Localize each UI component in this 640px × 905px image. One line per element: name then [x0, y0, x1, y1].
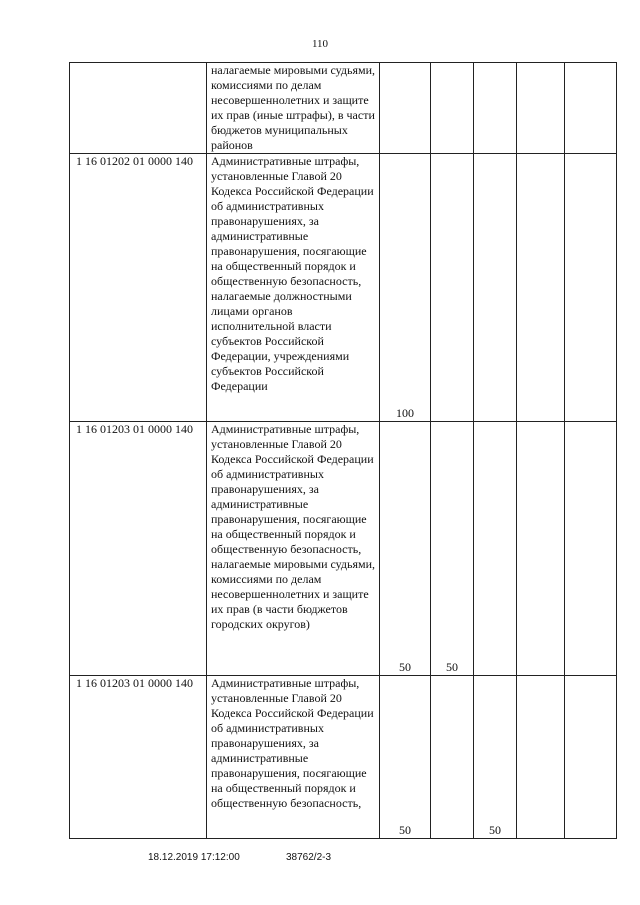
table-row: [70, 63, 617, 154]
row-code: 1 16 01203 01 0000 140: [70, 676, 207, 839]
row-value-1: 100: [380, 154, 431, 422]
row-description: Административные штрафы, установленные Главой 20 Кодекса Российской Федерации об административных правонарушениях, за административные правонарушения, посягающие на общественный порядок и общественную безопасность, налагаемые должностными лицами органов исполнительной власти субъектов Российской Федерации, учреждениями субъектов Российской Федерации: [207, 154, 380, 422]
row-code: 1 16 01203 01 0000 140: [70, 422, 207, 676]
page-number: 110: [311, 38, 329, 50]
row-value-2: [431, 154, 474, 422]
table-row: [70, 676, 617, 839]
row-value-2: 50: [431, 422, 474, 676]
footer-timestamp: 18.12.2019 17:12:00: [148, 852, 240, 863]
row-value-3: [474, 422, 517, 676]
row-value-4: [517, 154, 565, 422]
row-value-1: 50: [380, 422, 431, 676]
row-value-4: [517, 63, 565, 154]
row-value-3: [474, 154, 517, 422]
footer-document-id: 38762/2-3: [286, 852, 332, 863]
row-value-2: [431, 676, 474, 839]
table-row: [70, 422, 617, 676]
row-value-5: [565, 154, 617, 422]
row-value-1: [380, 63, 431, 154]
row-value-5: [565, 676, 617, 839]
row-value-4: [517, 422, 565, 676]
row-description: Административные штрафы, установленные Главой 20 Кодекса Российской Федерации об административных правонарушениях, за административные правонарушения, посягающие на общественный порядок и общественную безопасность, налагаемые мировыми судьями, комиссиями по делам несовершеннолетних и защите их прав (в части бюджетов городских округов): [207, 422, 380, 676]
budget-table: [69, 62, 617, 839]
table-row: [70, 154, 617, 422]
row-value-5: [565, 422, 617, 676]
row-code: 1 16 01202 01 0000 140: [70, 154, 207, 422]
row-value-2: [431, 63, 474, 154]
row-value-3: 50: [474, 676, 517, 839]
row-code: [70, 63, 207, 154]
row-value-1: 50: [380, 676, 431, 839]
row-value-3: [474, 63, 517, 154]
row-description: налагаемые мировыми судьями, комиссиями по делам несовершеннолетних и защите их прав (иные штрафы), в части бюджетов муниципальных районов: [207, 63, 380, 154]
row-value-4: [517, 676, 565, 839]
row-description: Административные штрафы, установленные Главой 20 Кодекса Российской Федерации об административных правонарушениях, за административные правонарушения, посягающие на общественный порядок и общественную безопасность,: [207, 676, 380, 839]
row-value-5: [565, 63, 617, 154]
